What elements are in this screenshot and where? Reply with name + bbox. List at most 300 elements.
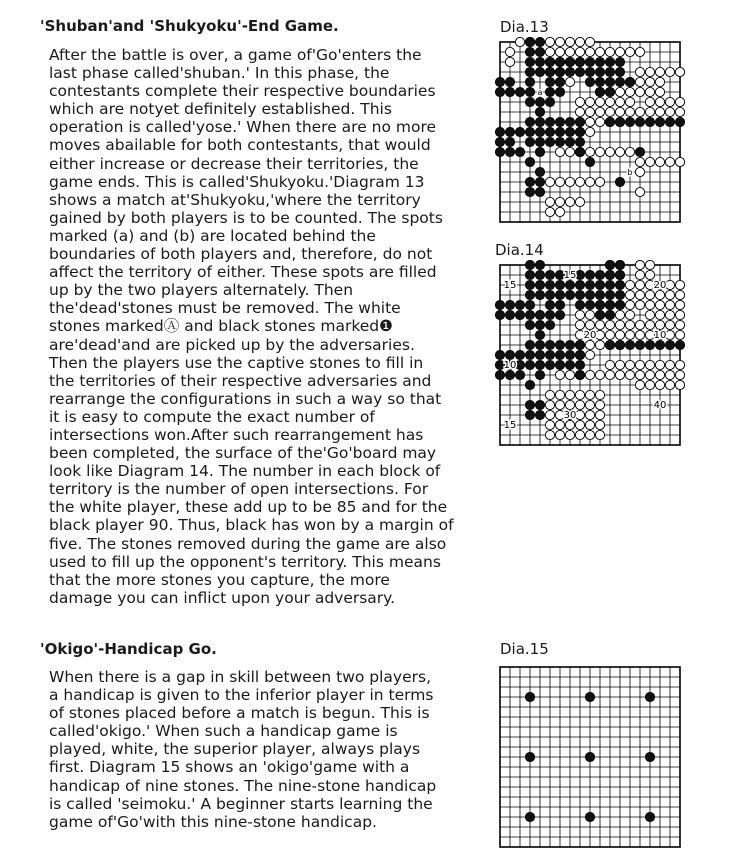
black-stone (645, 812, 654, 821)
white-stone (555, 47, 564, 56)
black-stone (525, 37, 534, 46)
black-stone (505, 147, 514, 156)
white-stone (665, 360, 674, 369)
white-stone (565, 77, 574, 86)
black-stone (635, 147, 644, 156)
white-stone (645, 107, 654, 116)
board-label: 15 (503, 280, 517, 291)
text-line: When there is a gap in skill between two players, (49, 668, 432, 686)
black-stone (535, 127, 544, 136)
white-stone (575, 420, 584, 429)
white-stone (585, 310, 594, 319)
white-stone (605, 320, 614, 329)
black-stone (555, 117, 564, 126)
black-stone (645, 117, 654, 126)
white-stone (595, 107, 604, 116)
white-stone (655, 300, 664, 309)
white-stone (635, 167, 644, 176)
white-stone (665, 370, 674, 379)
black-stone (555, 137, 564, 146)
white-stone (635, 187, 644, 196)
white-stone (545, 37, 554, 46)
black-stone (605, 57, 614, 66)
white-stone (615, 330, 624, 339)
black-stone (525, 360, 534, 369)
white-stone (615, 147, 624, 156)
white-stone (545, 420, 554, 429)
black-stone (605, 77, 614, 86)
black-stone (495, 147, 504, 156)
black-stone (505, 87, 514, 96)
board-label: b (627, 168, 633, 177)
white-stone (575, 107, 584, 116)
black-stone (565, 57, 574, 66)
white-stone (595, 400, 604, 409)
black-stone (615, 340, 624, 349)
text-line: boundaries of both players and, therefore, do not (49, 245, 433, 264)
black-stone (605, 87, 614, 96)
white-stone (655, 320, 664, 329)
white-stone (635, 280, 644, 289)
text-line: the'dead'stones must be removed. The white (49, 299, 401, 318)
black-stone (505, 350, 514, 359)
white-stone (625, 147, 634, 156)
black-stone (515, 127, 524, 136)
black-stone (525, 290, 534, 299)
white-stone (595, 410, 604, 419)
text-line: it is easy to compute the exact number of (49, 407, 375, 426)
black-stone (535, 37, 544, 46)
black-stone (655, 117, 664, 126)
white-stone (605, 147, 614, 156)
white-stone (675, 107, 684, 116)
black-stone (535, 67, 544, 76)
text-line: first. Diagram 15 shows an 'okigo'game with a (49, 758, 410, 777)
black-stone (525, 177, 534, 186)
black-stone (525, 187, 534, 196)
black-stone (495, 300, 504, 309)
white-stone (555, 207, 564, 216)
text-line: called'okigo.' When such a handicap game is (49, 722, 398, 741)
board-label: 20 (653, 280, 667, 291)
white-stone (675, 380, 684, 389)
black-stone (505, 137, 514, 146)
text-line: which are notyet definitely established. This (49, 100, 392, 119)
white-stone (655, 310, 664, 319)
white-stone (585, 37, 594, 46)
white-stone (645, 270, 654, 279)
black-stone (535, 270, 544, 279)
white-stone (585, 430, 594, 439)
white-stone (645, 300, 654, 309)
black-stone (495, 350, 504, 359)
white-stone (675, 360, 684, 369)
black-stone (605, 67, 614, 76)
white-stone (675, 300, 684, 309)
black-stone (675, 340, 684, 349)
white-stone (565, 147, 574, 156)
white-stone (615, 97, 624, 106)
white-stone (675, 97, 684, 106)
black-stone (535, 400, 544, 409)
white-stone (595, 97, 604, 106)
black-stone (545, 127, 554, 136)
white-stone (565, 370, 574, 379)
white-stone (565, 197, 574, 206)
white-stone (625, 107, 634, 116)
black-stone (545, 300, 554, 309)
black-stone (535, 410, 544, 419)
white-stone (595, 147, 604, 156)
text-line: are'dead'and are picked up by the adversaries. (49, 335, 415, 354)
white-stone (645, 260, 654, 269)
white-stone (655, 290, 664, 299)
black-stone (625, 340, 634, 349)
black-stone (565, 117, 574, 126)
black-stone (605, 270, 614, 279)
white-stone (595, 47, 604, 56)
black-stone (535, 107, 544, 116)
black-stone (525, 127, 534, 136)
white-stone (655, 97, 664, 106)
black-stone (555, 340, 564, 349)
white-stone (575, 177, 584, 186)
text-line: stones markedⒶ and black stones marked❶ (49, 317, 394, 336)
black-stone (565, 280, 574, 289)
white-stone (565, 420, 574, 429)
black-stone (505, 300, 514, 309)
black-stone (545, 350, 554, 359)
black-stone (505, 310, 514, 319)
black-stone (605, 260, 614, 269)
white-stone (645, 370, 654, 379)
black-stone (615, 77, 624, 86)
go-board-diagram-15 (495, 662, 685, 852)
black-stone (545, 77, 554, 86)
white-stone (635, 67, 644, 76)
black-stone (525, 400, 534, 409)
white-stone (595, 330, 604, 339)
black-stone (505, 77, 514, 86)
black-stone (515, 310, 524, 319)
white-stone (665, 380, 674, 389)
white-stone (655, 67, 664, 76)
black-stone (525, 270, 534, 279)
black-stone (615, 57, 624, 66)
black-stone (605, 310, 614, 319)
black-stone (505, 127, 514, 136)
white-stone (545, 390, 554, 399)
white-stone (585, 320, 594, 329)
board-label: 40 (653, 400, 667, 411)
black-stone (555, 67, 564, 76)
black-stone (595, 270, 604, 279)
white-stone (595, 370, 604, 379)
text-line: Then the players use the captive stones to fill in (49, 353, 424, 372)
go-board-diagram-14 (495, 260, 685, 450)
black-stone (675, 117, 684, 126)
black-stone (605, 280, 614, 289)
black-stone (545, 57, 554, 66)
black-stone (595, 310, 604, 319)
board-label: 10 (503, 360, 517, 371)
black-stone (535, 370, 544, 379)
white-stone (655, 360, 664, 369)
white-stone (615, 320, 624, 329)
text-line: the white player, these add up to be 85 and for the (49, 498, 448, 517)
section-heading-end-game: 'Shuban'and 'Shukyoku'-End Game. (40, 17, 339, 35)
black-stone (535, 47, 544, 56)
text-line: look like Diagram 14. The number in each block of (49, 462, 441, 481)
black-stone (535, 147, 544, 156)
black-stone (535, 360, 544, 369)
white-stone (625, 330, 634, 339)
black-stone (525, 350, 534, 359)
white-stone (655, 107, 664, 116)
white-stone (635, 380, 644, 389)
white-stone (585, 97, 594, 106)
black-stone (565, 340, 574, 349)
white-stone (625, 310, 634, 319)
white-stone (565, 37, 574, 46)
black-stone (645, 340, 654, 349)
black-stone (575, 370, 584, 379)
white-stone (575, 400, 584, 409)
white-stone (505, 57, 514, 66)
board-label: 20 (583, 330, 597, 341)
white-stone (585, 350, 594, 359)
black-stone (535, 167, 544, 176)
black-stone (525, 137, 534, 146)
white-stone (575, 37, 584, 46)
black-stone (625, 77, 634, 86)
text-line: marked (a) and (b) are located behind the (49, 226, 376, 245)
black-stone (615, 260, 624, 269)
black-stone (555, 57, 564, 66)
white-stone (585, 147, 594, 156)
black-stone (565, 290, 574, 299)
diagram-15-label: Dia.15 (500, 640, 549, 658)
black-stone (555, 280, 564, 289)
white-stone (515, 37, 524, 46)
white-stone (665, 107, 674, 116)
black-stone (545, 290, 554, 299)
text-line: game ends. This is called'Shukyoku.'Diagram 13 (49, 172, 425, 191)
black-stone (525, 812, 534, 821)
black-stone (495, 137, 504, 146)
black-stone (535, 97, 544, 106)
white-stone (575, 390, 584, 399)
black-stone (525, 380, 534, 389)
white-stone (505, 47, 514, 56)
black-stone (515, 87, 524, 96)
black-stone (495, 370, 504, 379)
white-stone (585, 390, 594, 399)
white-stone (645, 157, 654, 166)
white-stone (565, 47, 574, 56)
white-stone (625, 360, 634, 369)
text-line: operation is called'yose.' When there are no more (49, 118, 437, 137)
black-stone (585, 280, 594, 289)
white-stone (625, 97, 634, 106)
black-stone (575, 270, 584, 279)
white-stone (675, 330, 684, 339)
black-stone (615, 300, 624, 309)
white-stone (645, 380, 654, 389)
black-stone (545, 137, 554, 146)
white-stone (665, 320, 674, 329)
black-stone (585, 77, 594, 86)
text-line: a handicap is given to the inferior player in terms (49, 686, 434, 705)
black-stone (545, 360, 554, 369)
black-stone (655, 340, 664, 349)
white-stone (615, 360, 624, 369)
black-stone (535, 330, 544, 339)
white-stone (575, 410, 584, 419)
black-stone (595, 300, 604, 309)
black-stone (545, 320, 554, 329)
white-stone (675, 310, 684, 319)
black-stone (665, 117, 674, 126)
white-stone (665, 280, 674, 289)
white-stone (655, 157, 664, 166)
black-stone (605, 300, 614, 309)
black-stone (605, 290, 614, 299)
black-stone (545, 97, 554, 106)
black-stone (645, 692, 654, 701)
black-stone (575, 290, 584, 299)
white-stone (555, 147, 564, 156)
white-stone (545, 430, 554, 439)
white-stone (555, 430, 564, 439)
white-stone (585, 47, 594, 56)
black-stone (575, 280, 584, 289)
black-stone (575, 300, 584, 309)
text-line: black player 90. Thus, black has won by a margin of (49, 516, 454, 535)
white-stone (655, 380, 664, 389)
white-stone (645, 320, 654, 329)
white-stone (625, 290, 634, 299)
black-stone (495, 127, 504, 136)
black-stone (585, 812, 594, 821)
black-stone (525, 117, 534, 126)
black-stone (635, 117, 644, 126)
white-stone (635, 320, 644, 329)
black-stone (555, 360, 564, 369)
white-stone (635, 107, 644, 116)
black-stone (545, 117, 554, 126)
black-stone (555, 310, 564, 319)
black-stone (585, 57, 594, 66)
text-line: played, white, the superior player, always plays (49, 740, 421, 759)
black-stone (615, 67, 624, 76)
white-stone (545, 197, 554, 206)
black-stone (535, 320, 544, 329)
black-stone (575, 57, 584, 66)
black-stone (575, 340, 584, 349)
black-stone (575, 137, 584, 146)
white-stone (635, 157, 644, 166)
black-stone (515, 300, 524, 309)
black-stone (615, 270, 624, 279)
black-stone (585, 270, 594, 279)
text-line: moves abailable for both contestants, that would (49, 136, 431, 155)
white-stone (595, 430, 604, 439)
white-stone (615, 370, 624, 379)
black-stone (525, 57, 534, 66)
white-stone (555, 177, 564, 186)
white-stone (625, 47, 634, 56)
section-heading-handicap-go: 'Okigo'-Handicap Go. (40, 640, 217, 658)
white-stone (585, 127, 594, 136)
board-label: 30 (563, 410, 577, 421)
black-stone (555, 87, 564, 96)
white-stone (575, 47, 584, 56)
black-stone (555, 290, 564, 299)
white-stone (675, 67, 684, 76)
black-stone (605, 117, 614, 126)
black-stone (635, 340, 644, 349)
black-stone (595, 57, 604, 66)
black-stone (535, 177, 544, 186)
white-stone (635, 260, 644, 269)
black-stone (525, 157, 534, 166)
black-stone (555, 127, 564, 136)
white-stone (615, 107, 624, 116)
black-stone (495, 310, 504, 319)
black-stone (525, 67, 534, 76)
white-stone (555, 37, 564, 46)
paragraph-handicap-go (49, 668, 489, 831)
black-stone (535, 137, 544, 146)
black-stone (565, 360, 574, 369)
white-stone (675, 280, 684, 289)
text-line: handicap of nine stones. The nine-stone handicap (49, 776, 437, 795)
white-stone (585, 420, 594, 429)
black-stone (585, 290, 594, 299)
diagram-14-label: Dia.14 (495, 241, 544, 259)
white-stone (595, 390, 604, 399)
black-stone (555, 300, 564, 309)
black-stone (515, 147, 524, 156)
text-line: that the more stones you capture, the more (49, 570, 390, 589)
black-stone (535, 290, 544, 299)
black-stone (575, 127, 584, 136)
white-stone (545, 400, 554, 409)
white-stone (605, 97, 614, 106)
white-stone (545, 177, 554, 186)
white-stone (595, 340, 604, 349)
black-stone (575, 147, 584, 156)
paragraph-end-game (49, 46, 489, 607)
white-stone (625, 280, 634, 289)
text-line: last phase called'shuban.' In this phase, the (49, 64, 390, 83)
text-line: used to fill up the opponent's territory. This means (49, 552, 441, 571)
white-stone (605, 330, 614, 339)
diagram-13-label: Dia.13 (500, 18, 549, 36)
white-stone (625, 370, 634, 379)
white-stone (665, 300, 674, 309)
black-stone (545, 280, 554, 289)
black-stone (575, 360, 584, 369)
white-stone (605, 360, 614, 369)
black-stone (555, 77, 564, 86)
white-stone (675, 320, 684, 329)
white-stone (615, 47, 624, 56)
black-stone (535, 57, 544, 66)
black-stone (535, 350, 544, 359)
black-stone (535, 260, 544, 269)
